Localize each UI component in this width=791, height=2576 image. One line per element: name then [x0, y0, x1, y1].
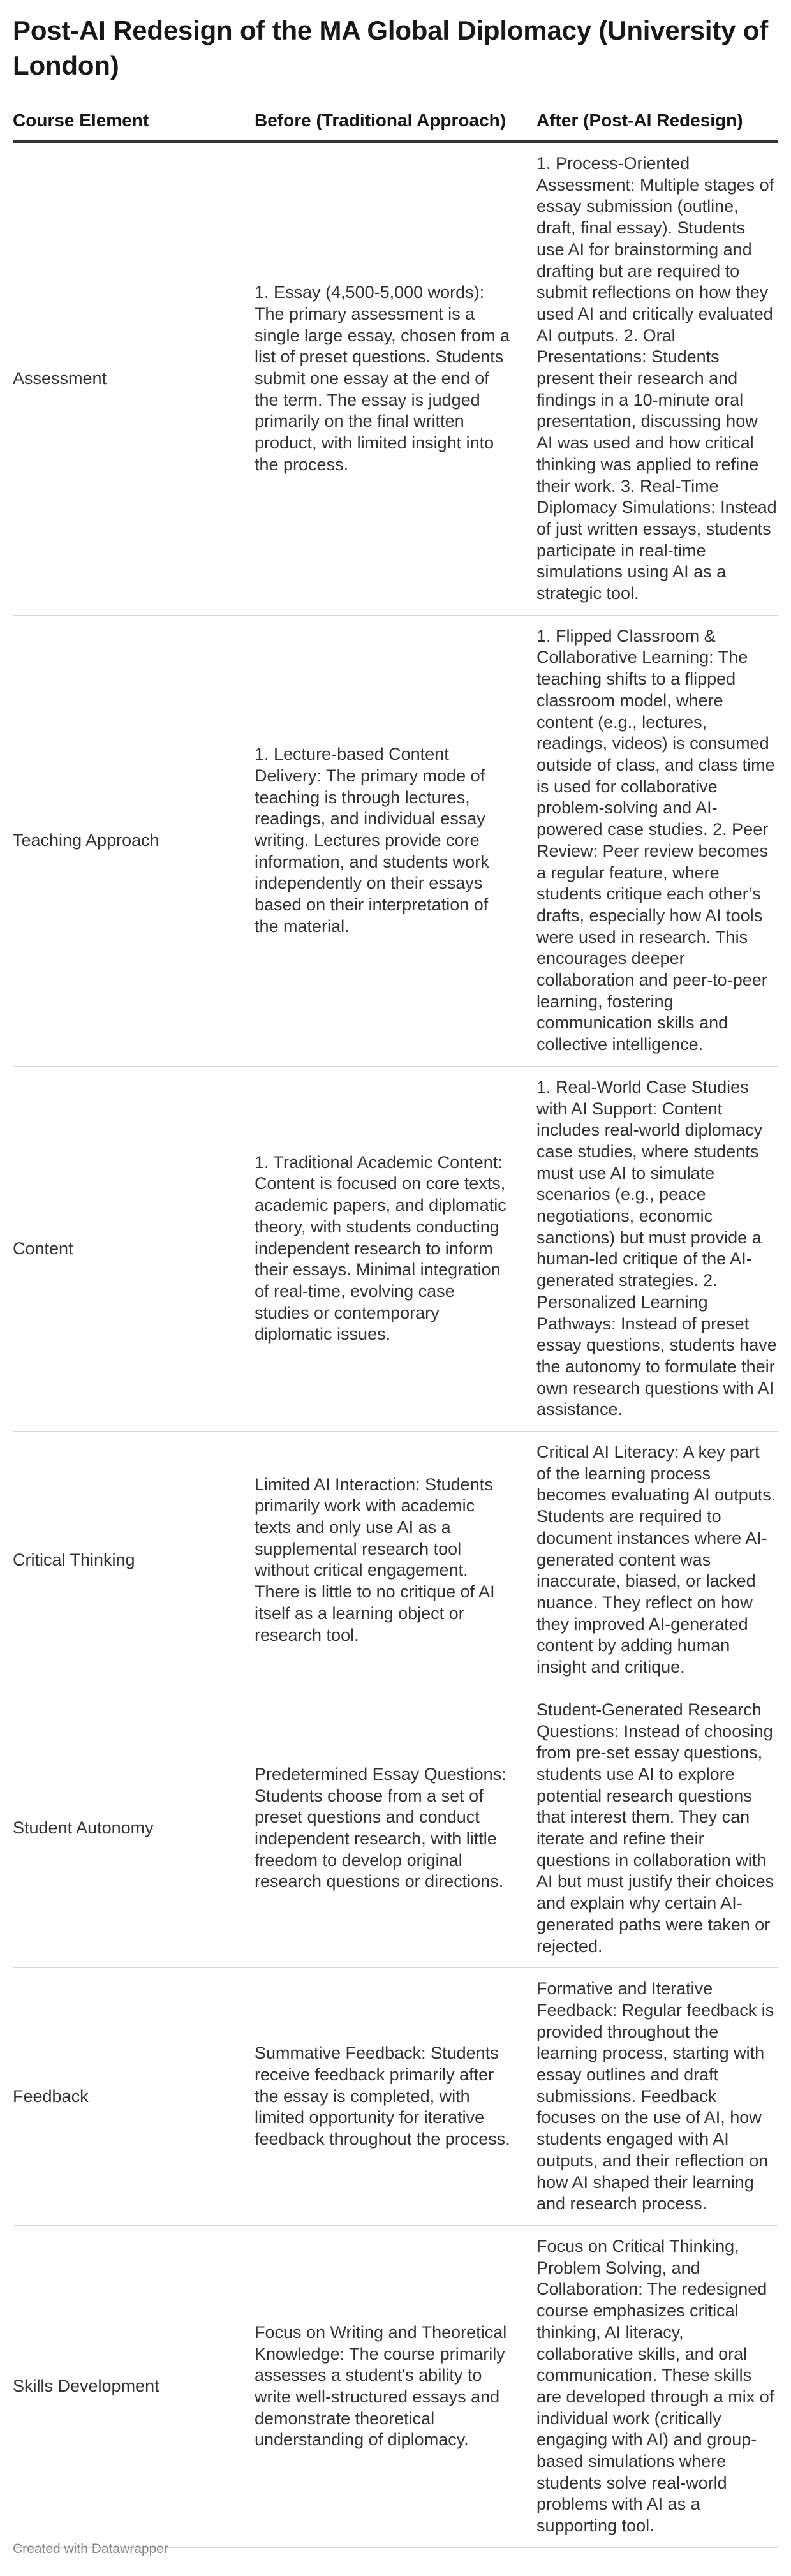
after-cell: Student-Generated Research Questions: Instead of choosing from pre-set essay questions, students use AI to explore potential research questions that interest them. They can iterate and refine their questions in collaboration with AI but must justify their choices and explain why certain AI-generated paths were taken or rejected.: [536, 1689, 778, 1967]
after-cell: Critical AI Literacy: A key part of the learning process becomes evaluating AI outputs. Students are required to document instances where AI-generated content was inaccurate, biased, or lacked nuance. They reflect on how they improved AI-generated content by adding human insight and critique.: [536, 1432, 778, 1689]
course-element-cell: Feedback: [13, 1968, 255, 2226]
after-cell: 1. Flipped Classroom & Collaborative Learning: The teaching shifts to a flipped classroom model, where content (e.g., lectures, readings, videos) is consumed outside of class, and class time is used for collaborative problem-solving and AI-powered case studies. 2. Peer Review: Peer review becomes a regular feature, where students critique each other’s drafts, especially how AI tools were used in research. This encourages deeper collaboration and peer-to-peer learning, fostering communication skills and collective intelligence.: [536, 615, 778, 1066]
table-row: [13, 1968, 778, 2226]
before-cell: 1. Lecture-based Content Delivery: The primary mode of teaching is through lectures, readings, and individual essay writing. Lectures provide core information, and students work independently on their essays based on their interpretation of the material.: [255, 615, 536, 1066]
column-header-course-element: Course Element: [13, 110, 255, 142]
before-cell: 1. Essay (4,500-5,000 words): The primary assessment is a single large essay, chosen from a list of preset questions. Students submit one essay at the end of the term. The essay is judged primarily on the final written product, with limited insight into the process.: [255, 142, 536, 615]
before-cell: Summative Feedback: Students receive feedback primarily after the essay is completed, with limited opportunity for iterative feedback throughout the process.: [255, 1968, 536, 2226]
table-header-row: [13, 110, 778, 142]
course-element-cell: Content: [13, 1066, 255, 1431]
course-element-cell: Skills Development: [13, 2225, 255, 2547]
before-cell: Predetermined Essay Questions: Students choose from a set of preset questions and conduct independent research, with little freedom to develop original research questions or directions.: [255, 1689, 536, 1967]
after-cell: 1. Real-World Case Studies with AI Support: Content includes real-world diplomacy case studies, where students must use AI to simulate scenarios (e.g., peace negotiations, economic sanctions) but must provide a human-led critique of the AI-generated strategies. 2. Personalized Learning Pathways: Instead of preset essay questions, students have the autonomy to formulate their own research questions with AI assistance.: [536, 1066, 778, 1431]
before-cell: 1. Traditional Academic Content: Content is focused on core texts, academic papers, and diplomatic theory, with students conducting independent research to inform their essays. Minimal integration of real-time, evolving case studies or contemporary diplomatic issues.: [255, 1066, 536, 1431]
table-row: [13, 2225, 778, 2547]
after-cell: Focus on Critical Thinking, Problem Solving, and Collaboration: The redesigned course emphasizes critical thinking, AI literacy, collaborative skills, and oral communication. These skills are developed through a mix of individual work (critically engaging with AI) and group-based simulations where students solve real-world problems with AI as a supporting tool.: [536, 2225, 778, 2547]
footer-credit: Created with Datawrapper: [13, 2542, 168, 2556]
course-element-cell: Critical Thinking: [13, 1432, 255, 1689]
table-row: [13, 1432, 778, 1689]
column-header-before: Before (Traditional Approach): [255, 110, 536, 142]
table-row: [13, 1066, 778, 1431]
table-row: [13, 615, 778, 1066]
after-cell: 1. Process-Oriented Assessment: Multiple stages of essay submission (outline, draft, final essay). Students use AI for brainstorming and drafting but are required to submit reflections on how they used AI and critically evaluated AI outputs. 2. Oral Presentations: Students present their research and findings in a 10-minute oral presentation, discussing how AI was used and how critical thinking was applied to refine their work. 3. Real-Time Diplomacy Simulations: Instead of just written essays, students participate in real-time simulations using AI as a strategic tool.: [536, 142, 778, 615]
course-element-cell: Student Autonomy: [13, 1689, 255, 1967]
course-element-cell: Assessment: [13, 142, 255, 615]
page-title: Post-AI Redesign of the MA Global Diplomacy (University of London): [13, 15, 768, 80]
table-row: [13, 1689, 778, 1967]
table-row: [13, 142, 778, 615]
course-element-cell: Teaching Approach: [13, 615, 255, 1066]
after-cell: Formative and Iterative Feedback: Regular feedback is provided throughout the learning process, starting with essay outlines and draft submissions. Feedback focuses on the use of AI, how students engaged with AI outputs, and their reflection on how AI shaped their learning and research process.: [536, 1968, 778, 2226]
before-cell: Limited AI Interaction: Students primarily work with academic texts and only use AI as a supplemental research tool without critical engagement. There is little to no critique of AI itself as a learning object or research tool.: [255, 1432, 536, 1689]
column-header-after: After (Post-AI Redesign): [536, 110, 778, 142]
comparison-table: [13, 110, 778, 2548]
before-cell: Focus on Writing and Theoretical Knowledge: The course primarily assesses a student's ability to write well-structured essays and demonstrate theoretical understanding of diplomacy.: [255, 2225, 536, 2547]
